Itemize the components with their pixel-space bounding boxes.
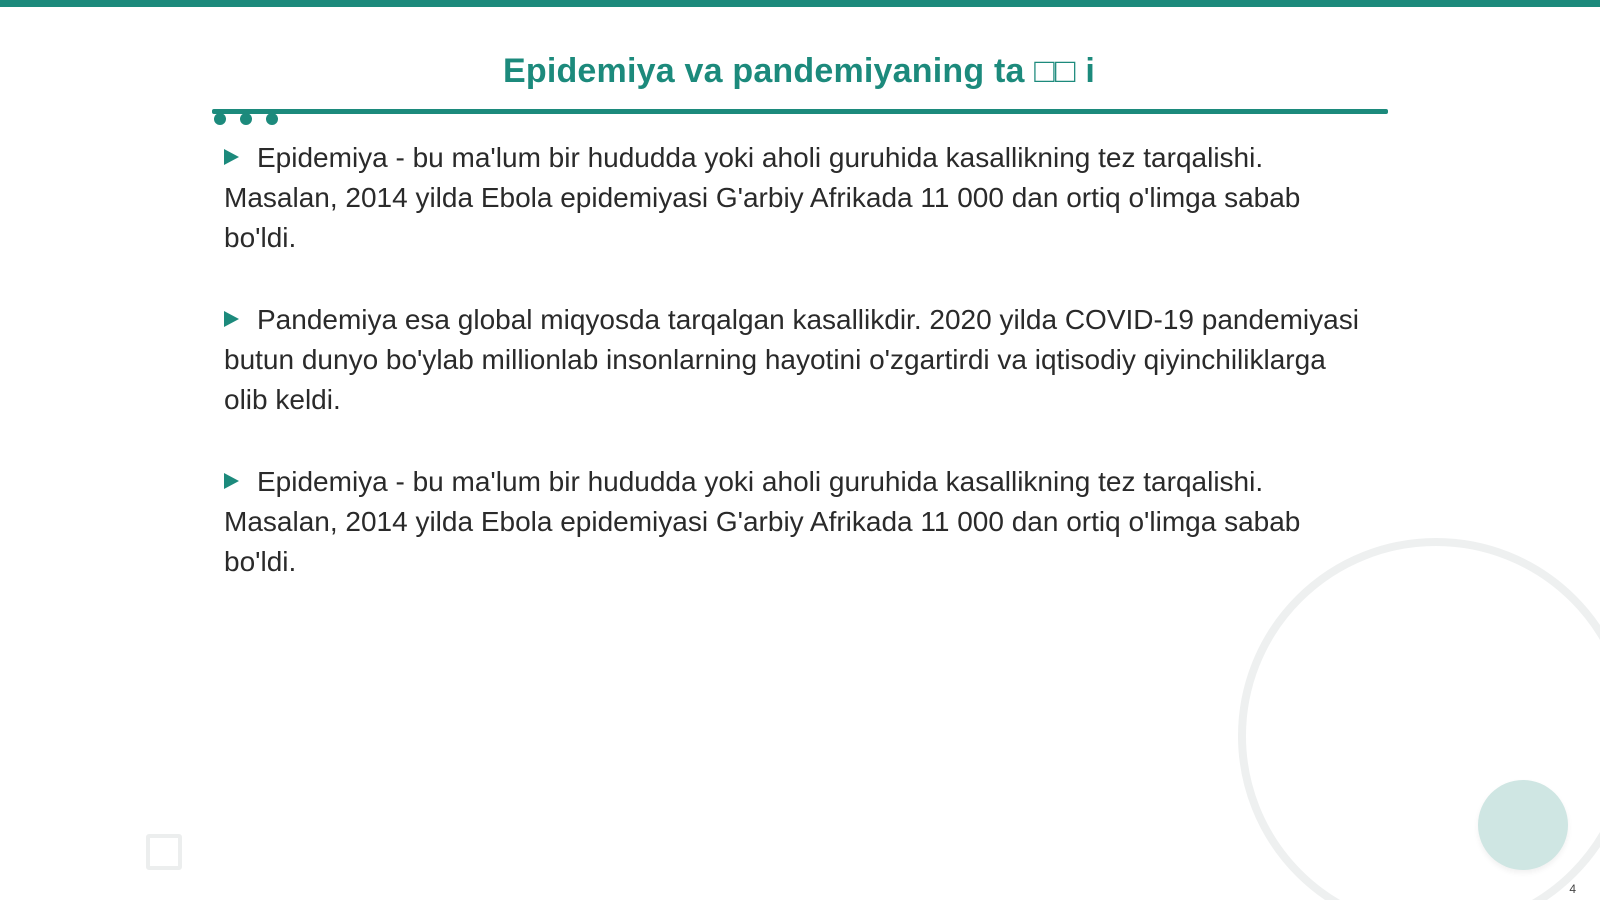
bullet-text: Epidemiya - bu ma'lum bir hududda yoki aholi guruhida kasallikning tez tarqalishi. Masalan, 2014 yilda Ebola epidemiyasi G'arbiy Afrikada 11 000 dan ortiq o'limga sabab bo'ldi.: [224, 466, 1301, 577]
triangle-bullet-icon: [224, 311, 239, 327]
decorative-dot-icon: [266, 113, 278, 125]
decorative-circle-icon: [1478, 780, 1568, 870]
slide-title: Epidemiya va pandemiyaning ta □□ i: [502, 52, 1096, 90]
bullet-item: [224, 462, 1374, 582]
decorative-dot-icon: [240, 113, 252, 125]
bullet-text: Epidemiya - bu ma'lum bir hududda yoki aholi guruhida kasallikning tez tarqalishi. Masalan, 2014 yilda Ebola epidemiyasi G'arbiy Afrikada 11 000 dan ortiq o'limga sabab bo'ldi.: [224, 142, 1301, 253]
page-number: 4: [1569, 882, 1576, 896]
decorative-dot-icon: [214, 113, 226, 125]
bullet-item: [224, 138, 1374, 258]
triangle-bullet-icon: [224, 149, 239, 165]
triangle-bullet-icon: [224, 473, 239, 489]
bullet-text: Pandemiya esa global miqyosda tarqalgan kasallikdir. 2020 yilda COVID-19 pandemiyasi butun dunyo bo'ylab millionlab insonlarning hayotini o'zgartirdi va iqtisodiy qiyinchiliklarga olib keldi.: [224, 304, 1359, 415]
decorative-square-icon: [146, 834, 182, 870]
bullet-list: [224, 138, 1374, 624]
top-accent-bar: [0, 0, 1600, 7]
title-underline: [212, 109, 1388, 114]
bullet-item: [224, 300, 1374, 420]
